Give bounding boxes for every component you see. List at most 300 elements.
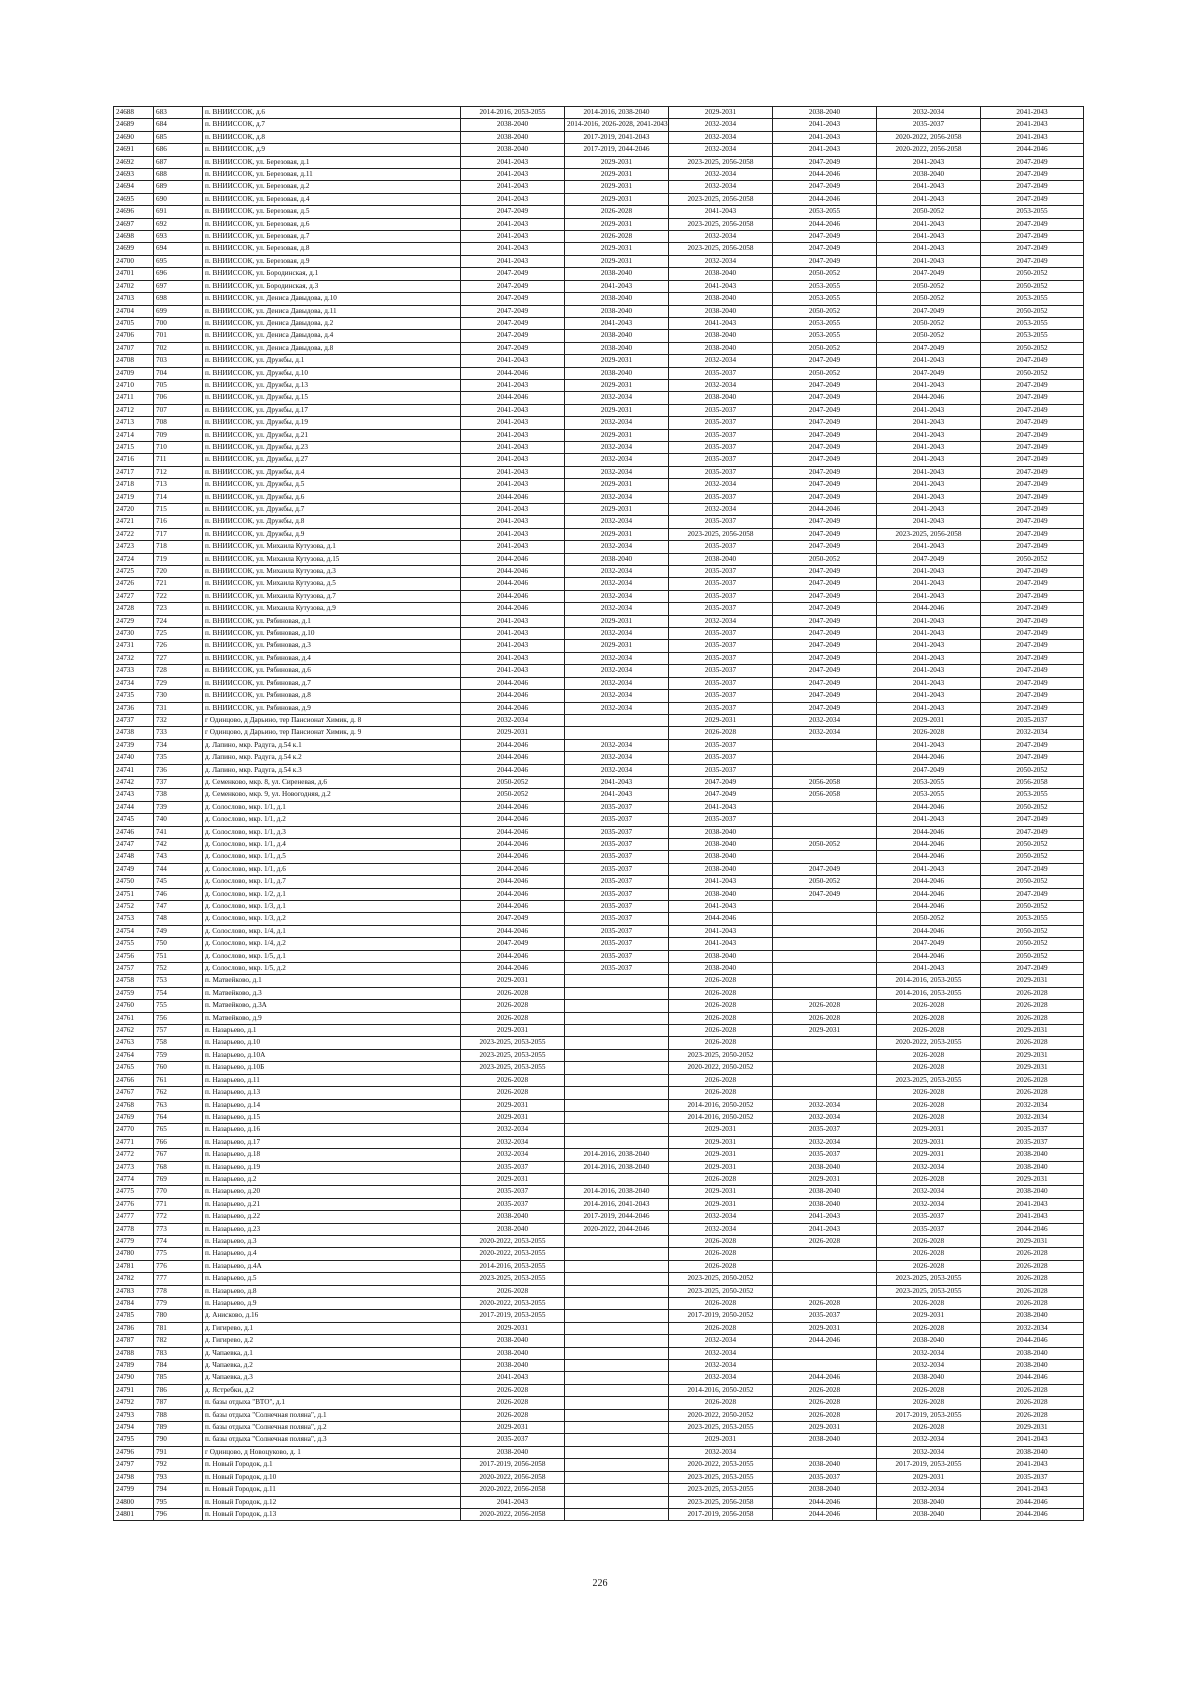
period-1-cell: 2044-2046 — [461, 838, 565, 850]
period-4-cell: 2047-2049 — [773, 181, 877, 193]
period-3-cell: 2026-2028 — [669, 1000, 773, 1012]
item-number-cell: 769 — [154, 1173, 203, 1185]
period-2-cell — [565, 1049, 669, 1061]
table-row — [114, 1409, 1084, 1421]
table-row — [114, 1484, 1084, 1496]
period-3-cell: 2023-2025, 2053-2055 — [669, 1484, 773, 1496]
period-1-cell: 2038-2040 — [461, 1335, 565, 1347]
address-cell: п. Назарьево, д.19 — [203, 1161, 461, 1173]
address-cell: п. Новый Городок, д.12 — [203, 1496, 461, 1508]
period-3-cell: 2032-2034 — [669, 1360, 773, 1372]
table-row — [114, 975, 1084, 987]
address-cell: п. Назарьево, д.20 — [203, 1186, 461, 1198]
period-6-cell: 2026-2028 — [981, 1260, 1084, 1272]
row-number-cell: 24694 — [114, 181, 154, 193]
period-1-cell: 2020-2022, 2053-2055 — [461, 1248, 565, 1260]
table-row — [114, 615, 1084, 627]
period-1-cell: 2023-2025, 2053-2055 — [461, 1049, 565, 1061]
address-cell: п. ВНИИССОК, ул. Дружбы, д.6 — [203, 491, 461, 503]
period-4-cell: 2032-2034 — [773, 714, 877, 726]
period-5-cell: 2026-2028 — [877, 1422, 981, 1434]
table-row — [114, 1335, 1084, 1347]
period-4-cell: 2041-2043 — [773, 1223, 877, 1235]
row-number-cell: 24725 — [114, 566, 154, 578]
table-row — [114, 1496, 1084, 1508]
period-3-cell: 2026-2028 — [669, 1074, 773, 1086]
table-row — [114, 1025, 1084, 1037]
period-1-cell: 2020-2022, 2056-2058 — [461, 1471, 565, 1483]
table-row — [114, 838, 1084, 850]
period-3-cell: 2026-2028 — [669, 1087, 773, 1099]
period-6-cell: 2047-2049 — [981, 169, 1084, 181]
period-3-cell: 2032-2034 — [669, 1211, 773, 1223]
period-5-cell: 2053-2055 — [877, 776, 981, 788]
period-1-cell: 2026-2028 — [461, 1285, 565, 1297]
row-number-cell: 24724 — [114, 553, 154, 565]
row-number-cell: 24738 — [114, 727, 154, 739]
period-3-cell: 2035-2037 — [669, 739, 773, 751]
period-4-cell: 2032-2034 — [773, 727, 877, 739]
period-3-cell: 2026-2028 — [669, 727, 773, 739]
table-row — [114, 429, 1084, 441]
table-row — [114, 1012, 1084, 1024]
period-5-cell: 2050-2052 — [877, 293, 981, 305]
period-6-cell: 2035-2037 — [981, 1124, 1084, 1136]
item-number-cell: 740 — [154, 814, 203, 826]
period-1-cell: 2044-2046 — [461, 814, 565, 826]
period-2-cell: 2035-2037 — [565, 938, 669, 950]
row-number-cell: 24706 — [114, 330, 154, 342]
period-2-cell: 2035-2037 — [565, 913, 669, 925]
period-2-cell: 2032-2034 — [565, 454, 669, 466]
row-number-cell: 24771 — [114, 1136, 154, 1148]
address-cell: д. Солослово, мкр. 1/1, д.7 — [203, 876, 461, 888]
item-number-cell: 724 — [154, 615, 203, 627]
period-3-cell: 2038-2040 — [669, 838, 773, 850]
address-cell: п. ВНИИССОК, ул. Березовая, д.11 — [203, 169, 461, 181]
period-5-cell: 2041-2043 — [877, 640, 981, 652]
item-number-cell: 749 — [154, 925, 203, 937]
period-1-cell: 2041-2043 — [461, 243, 565, 255]
period-6-cell: 2038-2040 — [981, 1186, 1084, 1198]
period-1-cell: 2038-2040 — [461, 1211, 565, 1223]
table-row — [114, 169, 1084, 181]
period-2-cell: 2032-2034 — [565, 566, 669, 578]
period-6-cell: 2047-2049 — [981, 454, 1084, 466]
period-2-cell: 2014-2016, 2026-2028, 2041-2043 — [565, 119, 669, 131]
period-5-cell: 2032-2034 — [877, 1161, 981, 1173]
item-number-cell: 788 — [154, 1409, 203, 1421]
row-number-cell: 24777 — [114, 1211, 154, 1223]
address-cell: г Одинцово, д Дарьино, тер Пансионат Химик, д. 9 — [203, 727, 461, 739]
table-row — [114, 764, 1084, 776]
period-2-cell: 2029-2031 — [565, 404, 669, 416]
period-6-cell: 2026-2028 — [981, 1298, 1084, 1310]
period-5-cell: 2026-2028 — [877, 1384, 981, 1396]
period-4-cell: 2032-2034 — [773, 1111, 877, 1123]
row-number-cell: 24742 — [114, 776, 154, 788]
table-row — [114, 231, 1084, 243]
period-4-cell: 2047-2049 — [773, 566, 877, 578]
item-number-cell: 791 — [154, 1446, 203, 1458]
period-3-cell: 2020-2022, 2050-2052 — [669, 1409, 773, 1421]
period-5-cell: 2047-2049 — [877, 367, 981, 379]
period-6-cell: 2050-2052 — [981, 280, 1084, 292]
item-number-cell: 725 — [154, 628, 203, 640]
period-6-cell: 2038-2040 — [981, 1347, 1084, 1359]
period-2-cell: 2032-2034 — [565, 466, 669, 478]
period-4-cell: 2047-2049 — [773, 231, 877, 243]
period-4-cell: 2041-2043 — [773, 131, 877, 143]
row-number-cell: 24708 — [114, 355, 154, 367]
row-number-cell: 24716 — [114, 454, 154, 466]
period-6-cell: 2047-2049 — [981, 218, 1084, 230]
period-2-cell — [565, 1136, 669, 1148]
item-number-cell: 733 — [154, 727, 203, 739]
item-number-cell: 716 — [154, 516, 203, 528]
row-number-cell: 24752 — [114, 901, 154, 913]
period-3-cell: 2035-2037 — [669, 429, 773, 441]
period-4-cell: 2026-2028 — [773, 1235, 877, 1247]
period-3-cell: 2035-2037 — [669, 677, 773, 689]
item-number-cell: 735 — [154, 752, 203, 764]
table-row — [114, 702, 1084, 714]
period-1-cell: 2041-2043 — [461, 454, 565, 466]
address-cell: п. Матвейково, д.3А — [203, 1000, 461, 1012]
period-6-cell: 2038-2040 — [981, 1149, 1084, 1161]
address-cell: п. ВНИИССОК, ул. Дружбы, д.9 — [203, 528, 461, 540]
row-number-cell: 24714 — [114, 429, 154, 441]
period-1-cell: 2014-2016, 2053-2055 — [461, 107, 565, 119]
address-cell: п. Назарьево, д.9 — [203, 1298, 461, 1310]
period-4-cell: 2050-2052 — [773, 553, 877, 565]
period-4-cell: 2047-2049 — [773, 665, 877, 677]
period-6-cell: 2032-2034 — [981, 1322, 1084, 1334]
address-cell: п. Назарьево, д.16 — [203, 1124, 461, 1136]
period-6-cell: 2047-2049 — [981, 181, 1084, 193]
table-row — [114, 1173, 1084, 1185]
item-number-cell: 786 — [154, 1384, 203, 1396]
item-number-cell: 785 — [154, 1372, 203, 1384]
item-number-cell: 705 — [154, 379, 203, 391]
period-2-cell: 2035-2037 — [565, 901, 669, 913]
row-number-cell: 24747 — [114, 838, 154, 850]
address-cell: г Одинцово, д Дарьино, тер Пансионат Химик, д. 8 — [203, 714, 461, 726]
period-3-cell: 2014-2016, 2050-2052 — [669, 1111, 773, 1123]
item-number-cell: 694 — [154, 243, 203, 255]
item-number-cell: 775 — [154, 1248, 203, 1260]
period-5-cell: 2032-2034 — [877, 1347, 981, 1359]
item-number-cell: 744 — [154, 863, 203, 875]
row-number-cell: 24689 — [114, 119, 154, 131]
period-3-cell: 2038-2040 — [669, 888, 773, 900]
row-number-cell: 24719 — [114, 491, 154, 503]
period-5-cell: 2029-2031 — [877, 1136, 981, 1148]
period-6-cell: 2047-2049 — [981, 739, 1084, 751]
row-number-cell: 24757 — [114, 963, 154, 975]
address-cell: д. Ястребки, д.2 — [203, 1384, 461, 1396]
period-5-cell: 2044-2046 — [877, 826, 981, 838]
period-5-cell: 2026-2028 — [877, 1260, 981, 1272]
item-number-cell: 782 — [154, 1335, 203, 1347]
item-number-cell: 787 — [154, 1397, 203, 1409]
period-4-cell: 2050-2052 — [773, 838, 877, 850]
period-4-cell: 2047-2049 — [773, 417, 877, 429]
address-cell: п. ВНИИССОК, д.9 — [203, 144, 461, 156]
period-6-cell: 2050-2052 — [981, 938, 1084, 950]
address-cell: г Одинцово, д Новоцуково, д. 1 — [203, 1446, 461, 1458]
period-6-cell: 2047-2049 — [981, 702, 1084, 714]
item-number-cell: 701 — [154, 330, 203, 342]
period-3-cell: 2026-2028 — [669, 1397, 773, 1409]
period-6-cell: 2026-2028 — [981, 1012, 1084, 1024]
table-row — [114, 1397, 1084, 1409]
period-5-cell: 2038-2040 — [877, 1508, 981, 1520]
table-row — [114, 938, 1084, 950]
period-5-cell: 2041-2043 — [877, 665, 981, 677]
table-row — [114, 504, 1084, 516]
period-1-cell: 2023-2025, 2053-2055 — [461, 1273, 565, 1285]
item-number-cell: 690 — [154, 193, 203, 205]
table-row — [114, 1074, 1084, 1086]
period-4-cell: 2047-2049 — [773, 640, 877, 652]
address-cell: п. ВНИИССОК, ул. Дружбы, д.5 — [203, 479, 461, 491]
item-number-cell: 723 — [154, 603, 203, 615]
period-5-cell: 2014-2016, 2053-2055 — [877, 975, 981, 987]
table-row — [114, 876, 1084, 888]
address-cell: п. ВНИИССОК, ул. Дружбы, д.17 — [203, 404, 461, 416]
period-4-cell: 2026-2028 — [773, 1298, 877, 1310]
period-3-cell: 2035-2037 — [669, 491, 773, 503]
address-cell: д. Солослово, мкр. 1/4, д.1 — [203, 925, 461, 937]
period-3-cell: 2041-2043 — [669, 206, 773, 218]
period-5-cell: 2026-2028 — [877, 1322, 981, 1334]
address-cell: п. ВНИИССОК, ул. Дружбы, д.1 — [203, 355, 461, 367]
period-1-cell: 2041-2043 — [461, 665, 565, 677]
item-number-cell: 795 — [154, 1496, 203, 1508]
period-3-cell: 2029-2031 — [669, 107, 773, 119]
period-5-cell: 2032-2034 — [877, 107, 981, 119]
table-row — [114, 255, 1084, 267]
table-row — [114, 218, 1084, 230]
period-1-cell: 2044-2046 — [461, 764, 565, 776]
period-4-cell — [773, 1074, 877, 1086]
period-3-cell: 2026-2028 — [669, 1260, 773, 1272]
period-6-cell: 2050-2052 — [981, 876, 1084, 888]
period-4-cell — [773, 1273, 877, 1285]
period-3-cell: 2041-2043 — [669, 317, 773, 329]
period-5-cell: 2026-2028 — [877, 1012, 981, 1024]
item-number-cell: 711 — [154, 454, 203, 466]
row-number-cell: 24748 — [114, 851, 154, 863]
period-1-cell: 2032-2034 — [461, 1149, 565, 1161]
period-5-cell: 2026-2028 — [877, 1111, 981, 1123]
period-3-cell: 2032-2034 — [669, 131, 773, 143]
period-4-cell: 2047-2049 — [773, 255, 877, 267]
table-row — [114, 590, 1084, 602]
period-4-cell: 2029-2031 — [773, 1322, 877, 1334]
schedule-table — [113, 106, 1084, 1521]
period-3-cell: 2029-2031 — [669, 1161, 773, 1173]
address-cell: п. Назарьево, д.14 — [203, 1099, 461, 1111]
period-2-cell — [565, 1360, 669, 1372]
item-number-cell: 683 — [154, 107, 203, 119]
period-1-cell: 2026-2028 — [461, 1384, 565, 1396]
period-4-cell — [773, 1248, 877, 1260]
address-cell: д. Солослово, мкр. 1/1, д.6 — [203, 863, 461, 875]
period-2-cell — [565, 1434, 669, 1446]
period-5-cell: 2050-2052 — [877, 280, 981, 292]
row-number-cell: 24710 — [114, 379, 154, 391]
item-number-cell: 741 — [154, 826, 203, 838]
period-6-cell: 2047-2049 — [981, 466, 1084, 478]
row-number-cell: 24764 — [114, 1049, 154, 1061]
period-5-cell: 2041-2043 — [877, 218, 981, 230]
period-2-cell — [565, 1087, 669, 1099]
period-5-cell: 2044-2046 — [877, 950, 981, 962]
period-5-cell: 2041-2043 — [877, 355, 981, 367]
address-cell: п. Назарьево, д.8 — [203, 1285, 461, 1297]
item-number-cell: 772 — [154, 1211, 203, 1223]
item-number-cell: 760 — [154, 1062, 203, 1074]
period-6-cell: 2047-2049 — [981, 628, 1084, 640]
row-number-cell: 24782 — [114, 1273, 154, 1285]
row-number-cell: 24722 — [114, 528, 154, 540]
period-2-cell: 2032-2034 — [565, 739, 669, 751]
period-6-cell: 2047-2049 — [981, 590, 1084, 602]
period-3-cell: 2035-2037 — [669, 702, 773, 714]
item-number-cell: 707 — [154, 404, 203, 416]
row-number-cell: 24785 — [114, 1310, 154, 1322]
address-cell: д. Лапино, мкр. Радуга, д.54 к.2 — [203, 752, 461, 764]
period-3-cell: 2032-2034 — [669, 255, 773, 267]
period-4-cell: 2047-2049 — [773, 863, 877, 875]
row-number-cell: 24703 — [114, 293, 154, 305]
period-2-cell: 2032-2034 — [565, 541, 669, 553]
item-number-cell: 754 — [154, 987, 203, 999]
period-2-cell — [565, 1471, 669, 1483]
period-6-cell: 2041-2043 — [981, 131, 1084, 143]
table-row — [114, 1062, 1084, 1074]
item-number-cell: 699 — [154, 305, 203, 317]
address-cell: п. ВНИИССОК, ул. Михаила Кутузова, д.15 — [203, 553, 461, 565]
period-3-cell: 2026-2028 — [669, 1037, 773, 1049]
period-5-cell: 2032-2034 — [877, 1434, 981, 1446]
address-cell: п. ВНИИССОК, ул. Рябиновая, д.10 — [203, 628, 461, 640]
address-cell: п. ВНИИССОК, ул. Дениса Давыдова, д.4 — [203, 330, 461, 342]
period-1-cell: 2041-2043 — [461, 156, 565, 168]
period-2-cell: 2035-2037 — [565, 963, 669, 975]
period-1-cell: 2047-2049 — [461, 330, 565, 342]
period-6-cell: 2047-2049 — [981, 355, 1084, 367]
period-6-cell: 2044-2046 — [981, 1508, 1084, 1520]
period-3-cell: 2035-2037 — [669, 417, 773, 429]
period-2-cell — [565, 1074, 669, 1086]
period-5-cell: 2041-2043 — [877, 702, 981, 714]
period-4-cell: 2047-2049 — [773, 429, 877, 441]
row-number-cell: 24798 — [114, 1471, 154, 1483]
address-cell: п. ВНИИССОК, ул. Михаила Кутузова, д.9 — [203, 603, 461, 615]
address-cell: д. Лапино, мкр. Радуга, д.54 к.3 — [203, 764, 461, 776]
period-6-cell: 2029-2031 — [981, 1173, 1084, 1185]
period-1-cell: 2041-2043 — [461, 528, 565, 540]
period-3-cell: 2038-2040 — [669, 863, 773, 875]
period-2-cell — [565, 1124, 669, 1136]
period-3-cell: 2047-2049 — [669, 776, 773, 788]
row-number-cell: 24762 — [114, 1025, 154, 1037]
period-6-cell: 2050-2052 — [981, 367, 1084, 379]
period-3-cell: 2035-2037 — [669, 367, 773, 379]
item-number-cell: 718 — [154, 541, 203, 553]
period-5-cell: 2041-2043 — [877, 181, 981, 193]
period-6-cell: 2047-2049 — [981, 677, 1084, 689]
item-number-cell: 765 — [154, 1124, 203, 1136]
address-cell: п. ВНИИССОК, ул. Дружбы, д.8 — [203, 516, 461, 528]
row-number-cell: 24734 — [114, 677, 154, 689]
table-row — [114, 355, 1084, 367]
table-row — [114, 1248, 1084, 1260]
row-number-cell: 24717 — [114, 466, 154, 478]
item-number-cell: 753 — [154, 975, 203, 987]
row-number-cell: 24743 — [114, 789, 154, 801]
row-number-cell: 24763 — [114, 1037, 154, 1049]
period-4-cell — [773, 1037, 877, 1049]
period-2-cell — [565, 1372, 669, 1384]
item-number-cell: 777 — [154, 1273, 203, 1285]
item-number-cell: 763 — [154, 1099, 203, 1111]
period-6-cell: 2047-2049 — [981, 665, 1084, 677]
period-5-cell: 2050-2052 — [877, 206, 981, 218]
item-number-cell: 743 — [154, 851, 203, 863]
table-row — [114, 367, 1084, 379]
table-row — [114, 1211, 1084, 1223]
period-4-cell: 2047-2049 — [773, 888, 877, 900]
period-4-cell — [773, 826, 877, 838]
table-row — [114, 1298, 1084, 1310]
address-cell: п. Назарьево, д.10Б — [203, 1062, 461, 1074]
address-cell: п. базы отдыха "Солнечная поляна", д.2 — [203, 1422, 461, 1434]
table-row — [114, 652, 1084, 664]
period-3-cell: 2029-2031 — [669, 1136, 773, 1148]
row-number-cell: 24790 — [114, 1372, 154, 1384]
period-1-cell: 2017-2019, 2053-2055 — [461, 1310, 565, 1322]
period-5-cell: 2044-2046 — [877, 851, 981, 863]
period-1-cell: 2041-2043 — [461, 615, 565, 627]
row-number-cell: 24792 — [114, 1397, 154, 1409]
period-1-cell: 2038-2040 — [461, 131, 565, 143]
period-5-cell: 2041-2043 — [877, 231, 981, 243]
item-number-cell: 770 — [154, 1186, 203, 1198]
period-3-cell: 2032-2034 — [669, 504, 773, 516]
table-row — [114, 603, 1084, 615]
address-cell: д. Лапино, мкр. Радуга, д.54 к.1 — [203, 739, 461, 751]
period-5-cell: 2041-2043 — [877, 504, 981, 516]
address-cell: д. Солослово, мкр. 1/1, д.2 — [203, 814, 461, 826]
row-number-cell: 24731 — [114, 640, 154, 652]
table-row — [114, 1111, 1084, 1123]
table-row — [114, 107, 1084, 119]
period-1-cell: 2044-2046 — [461, 603, 565, 615]
row-number-cell: 24695 — [114, 193, 154, 205]
period-2-cell: 2035-2037 — [565, 925, 669, 937]
item-number-cell: 781 — [154, 1322, 203, 1334]
table-row — [114, 1000, 1084, 1012]
item-number-cell: 739 — [154, 801, 203, 813]
row-number-cell: 24793 — [114, 1409, 154, 1421]
item-number-cell: 695 — [154, 255, 203, 267]
period-5-cell: 2041-2043 — [877, 578, 981, 590]
period-2-cell: 2029-2031 — [565, 181, 669, 193]
